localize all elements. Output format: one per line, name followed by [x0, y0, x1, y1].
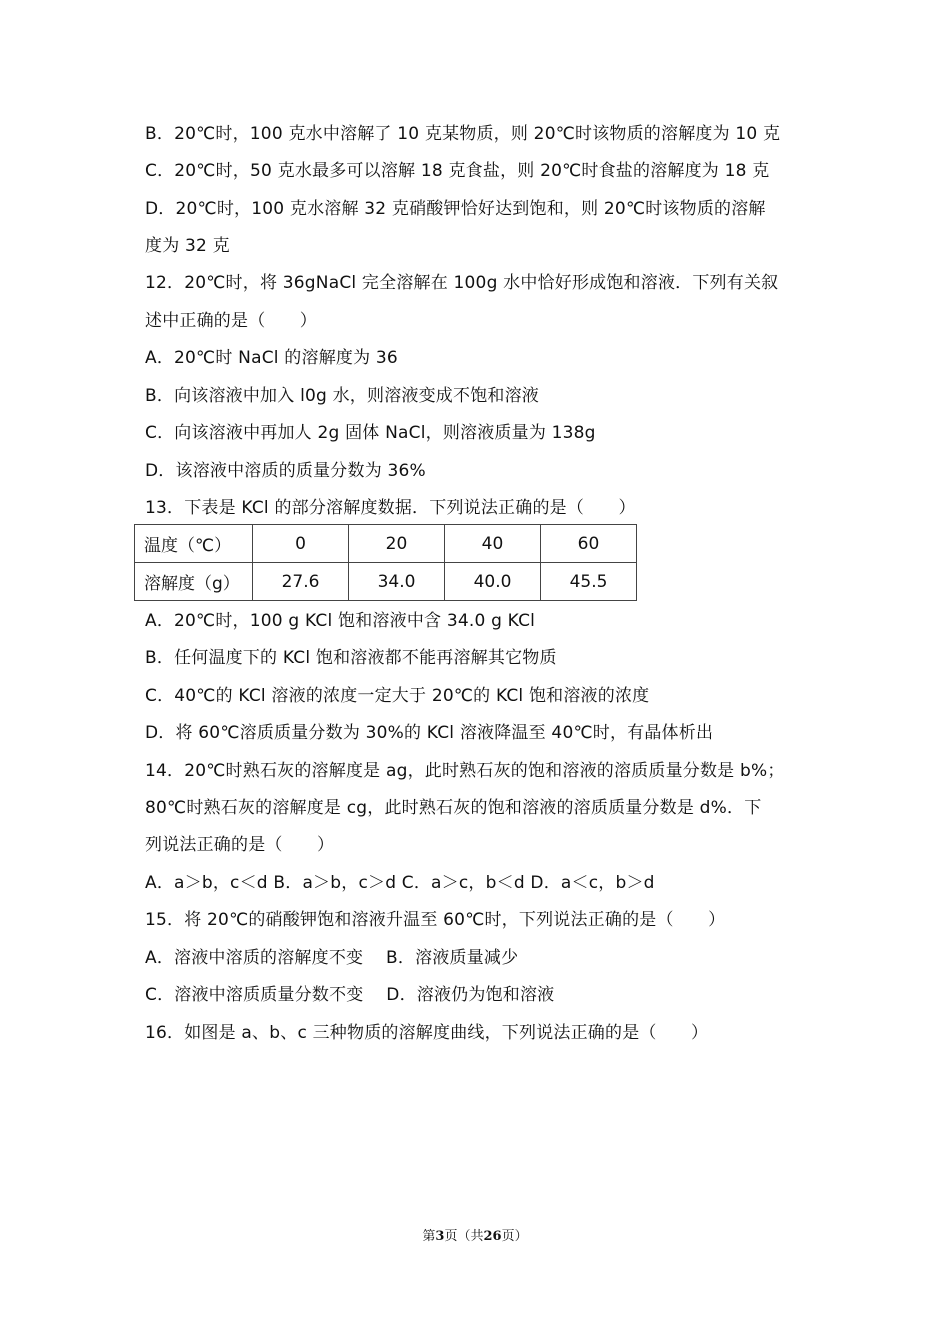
option-11d: D．20℃时，100 克水溶解 32 克硝酸钾恰好达到饱和，则 20℃时该物质的溶解 — [145, 199, 766, 219]
option-12d: D．该溶液中溶质的质量分数为 36% — [145, 461, 426, 481]
footer-page-number: 3 — [435, 1229, 445, 1244]
table-cell: 溶解度（g） — [135, 563, 253, 601]
question-13: 13．下表是 KCl 的部分溶解度数据．下列说法正确的是（ ） — [145, 498, 636, 518]
footer-middle: 页（共 — [444, 1229, 484, 1244]
option-13c: C．40℃的 KCl 溶液的浓度一定大于 20℃的 KCl 饱和溶液的浓度 — [145, 686, 650, 706]
table-cell: 27.6 — [253, 563, 349, 601]
question-12-cont: 述中正确的是（ ） — [145, 311, 317, 331]
table-cell: 40.0 — [445, 563, 541, 601]
question-14-cont: 80℃时熟石灰的溶解度是 cg，此时熟石灰的饱和溶液的溶质质量分数是 d%．下 — [145, 798, 762, 818]
table-cell: 40 — [445, 525, 541, 563]
table-cell: 温度（℃） — [135, 525, 253, 563]
option-11c: C．20℃时，50 克水最多可以溶解 18 克食盐，则 20℃时食盐的溶解度为 18 克 — [145, 161, 770, 181]
option-12c: C．向该溶液中再加人 2g 固体 NaCl，则溶液质量为 138g — [145, 423, 596, 443]
option-13a: A．20℃时，100 g KCl 饱和溶液中含 34.0 g KCl — [145, 611, 536, 631]
option-11d-cont: 度为 32 克 — [145, 236, 230, 256]
table-row — [135, 563, 637, 601]
question-14: 14．20℃时熟石灰的溶解度是 ag，此时熟石灰的饱和溶液的溶质质量分数是 b%； — [145, 761, 785, 781]
option-13d: D．将 60℃溶质质量分数为 30%的 KCl 溶液降温至 40℃时，有晶体析出 — [145, 723, 714, 743]
options-14: A．a＞b，c＜d B．a＞b，c＞d C．a＞c，b＜d D．a＜c，b＞d — [145, 873, 655, 893]
footer-total-pages: 26 — [483, 1229, 502, 1244]
table-cell: 20 — [349, 525, 445, 563]
table-cell: 60 — [541, 525, 637, 563]
table-cell: 34.0 — [349, 563, 445, 601]
footer-prefix: 第 — [422, 1229, 436, 1244]
option-13b: B．任何温度下的 KCl 饱和溶液都不能再溶解其它物质 — [145, 648, 557, 668]
kcl-solubility-table — [134, 524, 637, 601]
options-15-ab: A．溶液中溶质的溶解度不变 B．溶液质量减少 — [145, 948, 519, 968]
options-15-cd: C．溶液中溶质质量分数不变 D．溶液仍为饱和溶液 — [145, 985, 555, 1005]
question-15: 15．将 20℃的硝酸钾饱和溶液升温至 60℃时，下列说法正确的是（ ） — [145, 910, 726, 930]
table-cell: 0 — [253, 525, 349, 563]
table-cell: 45.5 — [541, 563, 637, 601]
table-row — [135, 525, 637, 563]
option-12b: B．向该溶液中加入 l0g 水，则溶液变成不饱和溶液 — [145, 386, 539, 406]
option-11b: B．20℃时，100 克水中溶解了 10 克某物质，则 20℃时该物质的溶解度为 10 克 — [145, 124, 781, 144]
option-12a: A．20℃时 NaCl 的溶解度为 36 — [145, 348, 398, 368]
question-12: 12．20℃时，将 36gNaCl 完全溶解在 100g 水中恰好形成饱和溶液．下列有关叙 — [145, 273, 779, 293]
question-14-cont2: 列说法正确的是（ ） — [145, 835, 335, 855]
page-footer — [0, 1228, 950, 1246]
footer-suffix: 页） — [501, 1229, 528, 1244]
question-16: 16．如图是 a、b、c 三种物质的溶解度曲线，下列说法正确的是（ ） — [145, 1023, 709, 1043]
